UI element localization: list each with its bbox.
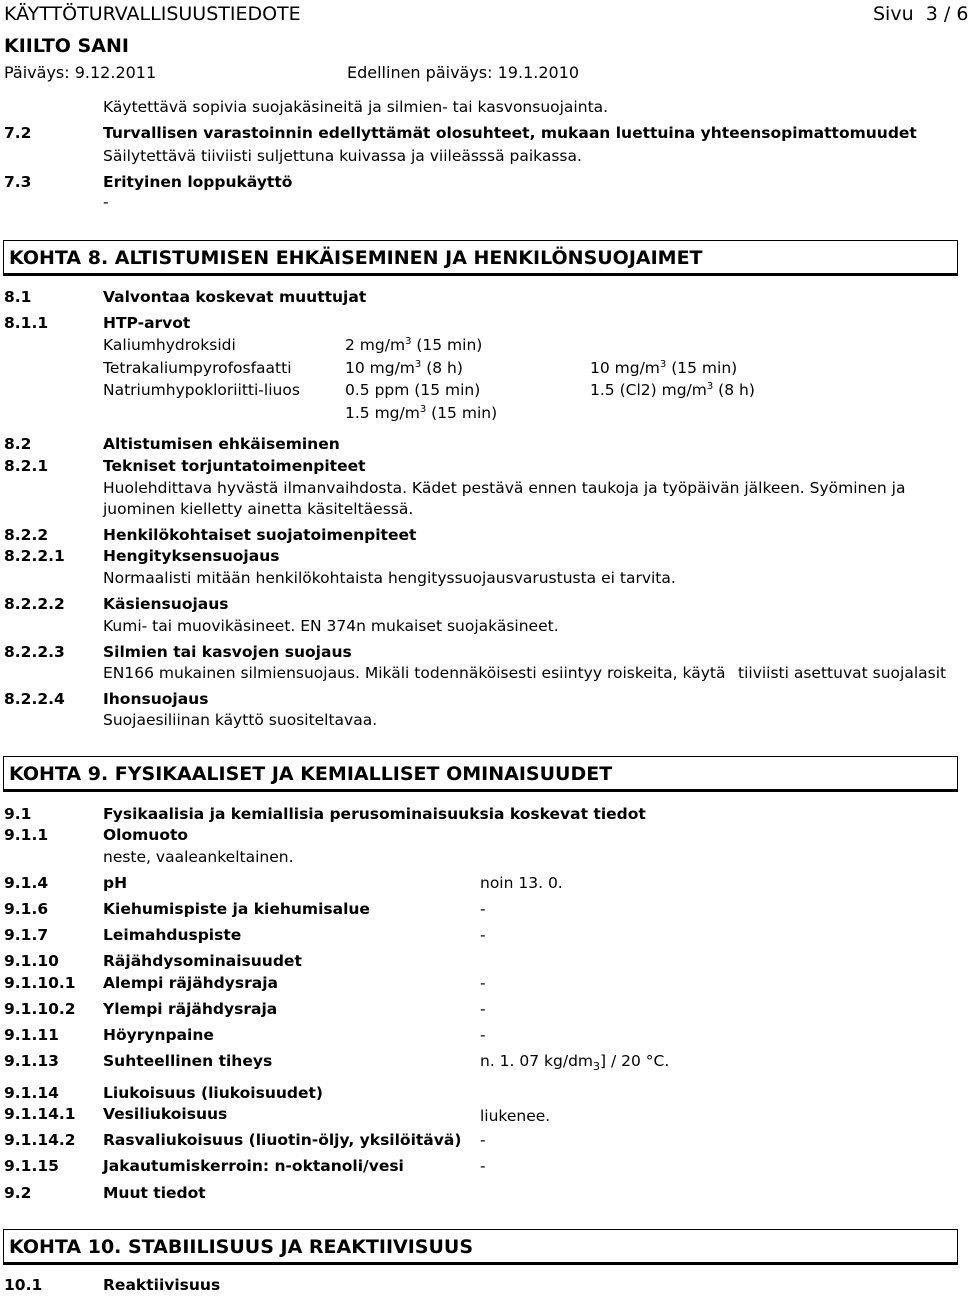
section-number: 8.2 [4, 435, 32, 453]
section-text: EN166 mukainen silmiensuojaus. Mikäli todennäköisesti esiintyy roiskeita, käytä [103, 664, 726, 682]
section-text: neste, vaaleankeltainen. [103, 848, 294, 866]
property-number: 9.1.7 [4, 926, 49, 944]
section-text: Normaalisti mitään henkilökohtaista hengityssuojausvarustusta ei tarvita. [103, 569, 676, 587]
property-value: - [480, 900, 486, 918]
section-text: tiiviisti asettuvat suojalasit [738, 664, 947, 682]
property-label: Vesiliukoisuus [103, 1105, 228, 1123]
property-value: liukenee. [480, 1107, 551, 1125]
property-label: Räjähdysominaisuudet [103, 952, 302, 970]
section-number: 8.1 [4, 288, 32, 306]
section-heading: Turvallisen varastoinnin edellyttämät olosuhteet, mukaan luettuina yhteensopimattomuudet [103, 124, 917, 142]
section-9-header [3, 756, 958, 792]
section-heading: Valvontaa koskevat muuttujat [103, 288, 367, 306]
property-number: 9.1.13 [4, 1052, 59, 1070]
section-number: 10.1 [4, 1276, 43, 1294]
section-text: - [103, 193, 109, 211]
section-heading: Hengityksensuojaus [103, 547, 280, 565]
section-number: 8.2.2 [4, 526, 49, 544]
htp-value-1: 2 $mg/m^3$ (15 min) [345, 336, 483, 354]
section-number: 7.2 [4, 124, 32, 142]
property-value: - [480, 1000, 486, 1018]
property-label: Kiehumispiste ja kiehumisalue [103, 900, 370, 918]
section-number: 8.2.2.2 [4, 595, 65, 613]
property-label: Suhteellinen tiheys [103, 1052, 273, 1070]
htp-value-1: 10 $mg/m^3$ (8 h) [345, 359, 463, 377]
section-heading: Ihonsuojaus [103, 690, 209, 708]
product-name: KIILTO SANI [4, 35, 129, 57]
property-number: 9.1.14.1 [4, 1105, 76, 1123]
section-number: 8.2.2.1 [4, 547, 65, 565]
property-value: - [480, 1026, 486, 1044]
section-text: juominen kielletty ainetta käsiteltäessä. [103, 500, 414, 518]
htp-substance: Kaliumhydroksidi [103, 336, 236, 354]
page-separator: / [943, 3, 951, 25]
section-text: Huolehdittava hyvästä ilmanvaihdosta. Kädet pestävä ennen taukoja ja työpäivän jälkeen. Syöminen ja [103, 479, 906, 497]
htp-value-2: 1.5 (Cl2) $mg/m^3$ (8 h) [590, 381, 755, 399]
property-value: noin 13. 0. [480, 874, 563, 892]
section-number: 9.1.1 [4, 826, 49, 844]
section-7-intro: Käytettävä sopivia suojakäsineitä ja silmien- tai kasvonsuojainta. [103, 98, 609, 116]
section-number: 8.2.2.4 [4, 690, 65, 708]
section-text: Säilytettävä tiiviisti suljettuna kuivassa ja viileässsä paikassa. [103, 147, 582, 165]
property-label: Jakautumiskerroin: n-oktanoli/vesi [103, 1157, 404, 1175]
property-number: 9.1.10.2 [4, 1000, 76, 1018]
section-number: 8.2.1 [4, 457, 49, 475]
property-number: 9.1.10.1 [4, 974, 76, 992]
page-label: Sivu [873, 3, 914, 25]
property-number: 9.2 [4, 1184, 32, 1202]
section-heading: Altistumisen ehkäiseminen [103, 435, 340, 453]
property-value: - [480, 1131, 486, 1149]
property-number: 9.1.15 [4, 1157, 59, 1175]
property-label: Liukoisuus (liukoisuudet) [103, 1084, 323, 1102]
property-number: 9.1.6 [4, 900, 49, 918]
property-number: 9.1.11 [4, 1026, 59, 1044]
property-number: 9.1.14.2 [4, 1131, 76, 1149]
section-8-header [3, 240, 958, 276]
htp-value-extra: 1.5 $mg/m^3$ (15 min) [345, 404, 498, 422]
property-number: 9.1.10 [4, 952, 59, 970]
section-text: Suojaesiliinan käyttö suositeltavaa. [103, 711, 378, 729]
section-heading: Käsiensuojaus [103, 595, 229, 613]
section-heading: Erityinen loppukäyttö [103, 173, 293, 191]
section-heading: Reaktiivisuus [103, 1276, 221, 1294]
property-label: Ylempi räjähdysraja [103, 1000, 278, 1018]
page-current: 3 [925, 3, 938, 25]
section-heading: Henkilökohtaiset suojatoimenpiteet [103, 526, 417, 544]
section-number: 8.1.1 [4, 314, 49, 332]
page-indicator [873, 4, 968, 26]
property-value: n. 1. 07 $kg/dm_3] / 20$ °C. [480, 1052, 670, 1073]
section-heading: Silmien tai kasvojen suojaus [103, 643, 352, 661]
issue-date: Päiväys: 9.12.2011 [4, 63, 157, 82]
property-label: Alempi räjähdysraja [103, 974, 278, 992]
section-heading: Olomuoto [103, 826, 189, 844]
section-9-title: KOHTA 9. FYSIKAALISET JA KEMIALLISET OMINAISUUDET [9, 763, 613, 785]
section-number: 8.2.2.3 [4, 643, 65, 661]
htp-value-2: 10 $mg/m^3$ (15 min) [590, 359, 738, 377]
section-heading: HTP-arvot [103, 314, 191, 332]
section-number: 9.1 [4, 805, 32, 823]
section-8-title: KOHTA 8. ALTISTUMISEN EHKÄISEMINEN JA HENKILÖNSUOJAIMET [9, 247, 703, 269]
property-number: 9.1.14 [4, 1084, 59, 1102]
property-value: - [480, 1157, 486, 1175]
property-label: Leimahduspiste [103, 926, 242, 944]
property-label: pH [103, 874, 128, 892]
document-title: KÄYTTÖTURVALLISUUSTIEDOTE [4, 3, 301, 25]
section-heading: Fysikaalisia ja kemiallisia perusominaisuuksia koskevat tiedot [103, 805, 646, 823]
section-10-title: KOHTA 10. STABIILISUUS JA REAKTIIVISUUS [9, 1236, 474, 1258]
previous-date: Edellinen päiväys: 19.1.2010 [347, 63, 580, 82]
section-10-header [3, 1229, 958, 1265]
property-value: - [480, 926, 486, 944]
section-heading: Tekniset torjuntatoimenpiteet [103, 457, 366, 475]
htp-value-1: 0.5 ppm (15 min) [345, 381, 481, 399]
property-label: Höyrynpaine [103, 1026, 214, 1044]
property-number: 9.1.4 [4, 874, 49, 892]
property-label: Rasvaliukoisuus (liuotin-öljy, yksilöitävä) [103, 1131, 462, 1149]
section-number: 7.3 [4, 173, 32, 191]
page-total: 6 [956, 3, 968, 25]
htp-substance: Natriumhypokloriitti-liuos [103, 381, 300, 399]
property-value: - [480, 974, 486, 992]
htp-substance: Tetrakaliumpyrofosfaatti [103, 359, 292, 377]
property-label: Muut tiedot [103, 1184, 206, 1202]
section-text: Kumi- tai muovikäsineet. EN 374n mukaiset suojakäsineet. [103, 617, 559, 635]
